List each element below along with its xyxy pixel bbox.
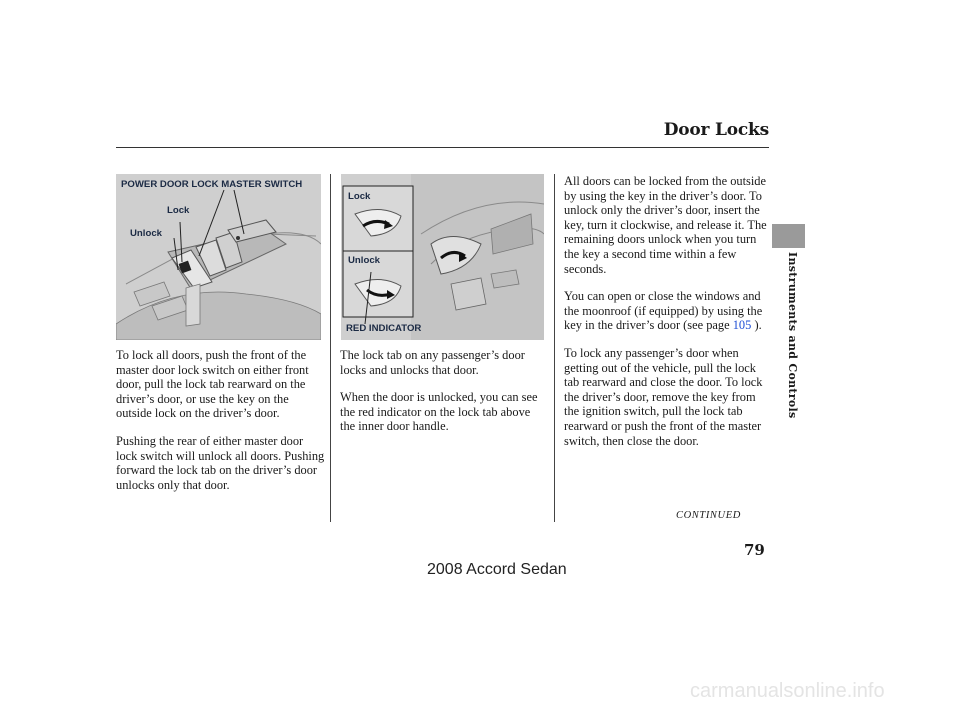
footer-model: 2008 Accord Sedan xyxy=(427,561,567,578)
paragraph xyxy=(564,289,772,333)
callout-unlock: Unlock xyxy=(130,228,162,239)
master-switch-caption: POWER DOOR LOCK MASTER SWITCH xyxy=(121,179,303,190)
paragraph: The lock tab on any passenger’s door locks and unlocks that door. xyxy=(340,348,525,377)
red-indicator-figure xyxy=(341,174,544,340)
page-number: 79 xyxy=(744,541,765,559)
inset-callout-lock: Lock xyxy=(348,191,371,202)
continued-marker: CONTINUED xyxy=(676,510,741,521)
inset-callout-unlock: Unlock xyxy=(348,255,380,266)
paragraph: All doors can be locked from the outside by using the key in the driver’s door. To unlock only the driver’s door, insert the key, turn it clockwise, and release it. The remaining doors unlock when you turn the key a second time within a few seconds. xyxy=(564,174,767,276)
column-2 xyxy=(340,348,548,434)
paragraph-text: ). xyxy=(754,318,762,333)
paragraph-text: You can open or close the windows and the moonroof (if equipped) by using the key in the driver’s door (see page xyxy=(564,289,763,333)
column-divider-left xyxy=(330,174,331,522)
column-1 xyxy=(116,348,326,492)
section-side-label: Instruments and Controls xyxy=(786,252,799,419)
section-title: Door Locks xyxy=(663,120,769,140)
master-switch-illustration xyxy=(116,174,321,340)
page-reference-link[interactable]: 105 xyxy=(732,318,752,333)
header-rule xyxy=(116,147,769,148)
red-indicator-caption: RED INDICATOR xyxy=(346,323,422,334)
callout-lock: Lock xyxy=(167,205,190,216)
paragraph: When the door is unlocked, you can see the red indicator on the lock tab above the inner door handle. xyxy=(340,390,538,434)
column-3 xyxy=(564,174,772,448)
paragraph: Pushing the rear of either master door lock switch will unlock all doors. Pushing forward the lock tab on the driver’s door unlocks only that door. xyxy=(116,433,325,492)
column-divider-right xyxy=(554,174,555,522)
master-switch-figure xyxy=(116,174,321,340)
paragraph: To lock any passenger’s door when getting out of the vehicle, pull the lock tab rearward and close the door. To lock the driver’s door, remove the key from the ignition switch, pull the lock tab rearward or push the front of the master switch, then close the door. xyxy=(564,345,763,448)
paragraph: To lock all doors, push the front of the master door lock switch on either front door, pull the lock tab rearward on the driver’s door, or use the key on the outside lock on the driver’s door. xyxy=(116,348,309,421)
watermark: carmanualsonline.info xyxy=(690,680,885,702)
section-tab-marker xyxy=(772,224,805,248)
